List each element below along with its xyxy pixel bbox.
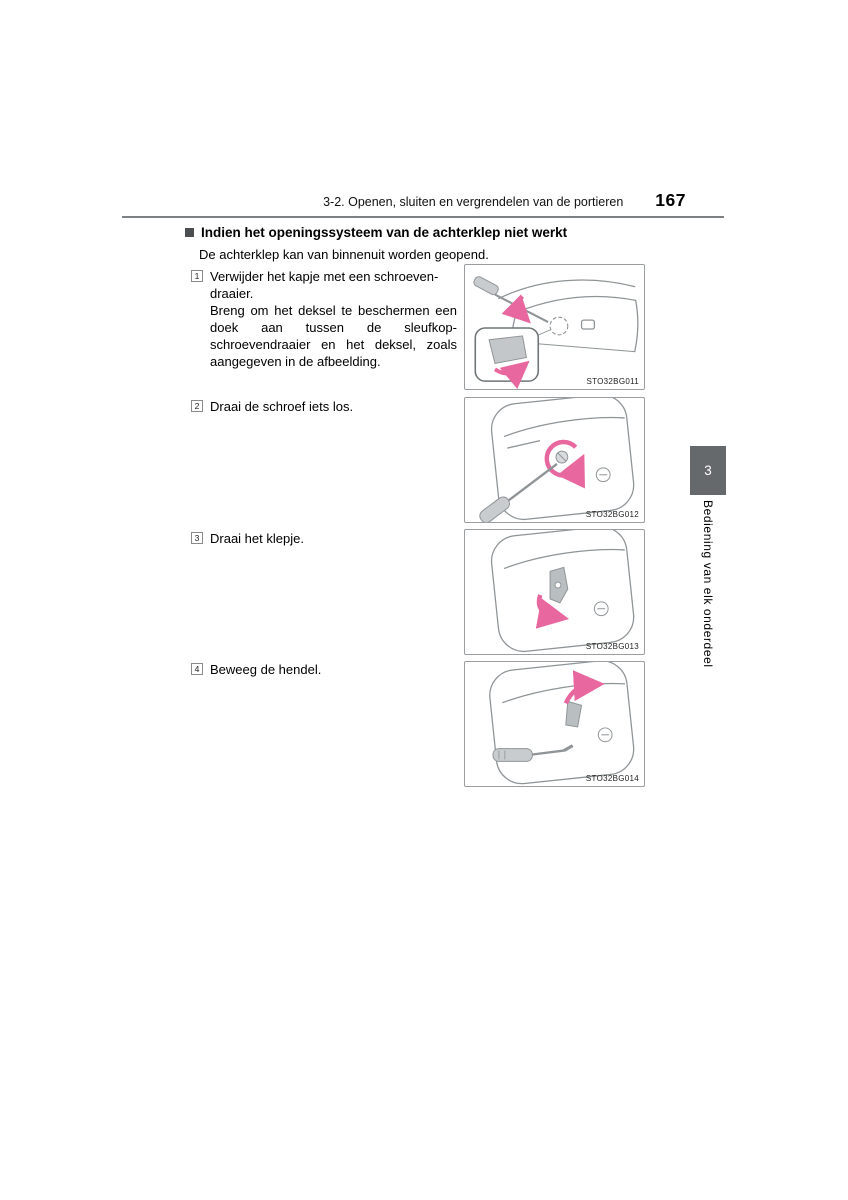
step-1-note: Breng om het deksel te beschermen een doek aan tussen de sleufkopschroevendraaier en het deksel, zoals aangegeven in de afbeelding. [210, 303, 457, 369]
header-rule [122, 216, 724, 218]
chapter-tab [690, 446, 726, 495]
step-number-badge: 2 [191, 400, 203, 412]
section-bullet-icon [185, 228, 194, 237]
page-number: 167 [655, 190, 686, 210]
chapter-title-vertical: Bediening van elk onderdeel [701, 500, 715, 668]
figure-label: STO32BG013 [585, 642, 639, 651]
step-3 [191, 530, 463, 547]
step-number-badge: 1 [191, 270, 203, 282]
page-header [122, 190, 724, 211]
illustration-turn-flap [465, 530, 644, 654]
step-number-badge: 3 [191, 532, 203, 544]
chapter-tab-number: 3 [704, 463, 712, 478]
sidebar-vertical-title [690, 500, 726, 690]
section-intro: De achterklep kan van binnenuit worden geopend. [199, 247, 489, 262]
step-4 [191, 661, 463, 678]
step-text: Draai het klepje. [210, 531, 304, 546]
figure-label: STO32BG011 [586, 377, 639, 386]
section-heading [185, 225, 725, 240]
figure-label: STO32BG014 [585, 774, 639, 783]
header-chapter-title: 3-2. Openen, sluiten en vergrendelen van de portieren [323, 195, 624, 209]
figure-1 [464, 264, 645, 390]
step-text: Beweeg de hendel. [210, 662, 322, 677]
figure-4 [464, 661, 645, 787]
figure-3 [464, 529, 645, 655]
step-text: Draai de schroef iets los. [210, 399, 354, 414]
figure-label: STO32BG012 [585, 510, 639, 519]
illustration-loosen-screw [465, 398, 644, 522]
step-1 [191, 268, 463, 302]
illustration-move-lever [465, 662, 644, 786]
step-number-badge: 4 [191, 663, 203, 675]
illustration-tailgate-cap [465, 265, 644, 389]
step-2 [191, 398, 463, 415]
step-text: Verwijder het kapje met een schroevendraaier. [210, 269, 439, 301]
figure-2 [464, 397, 645, 523]
section-title: Indien het openingssysteem van de achterklep niet werkt [201, 225, 568, 240]
